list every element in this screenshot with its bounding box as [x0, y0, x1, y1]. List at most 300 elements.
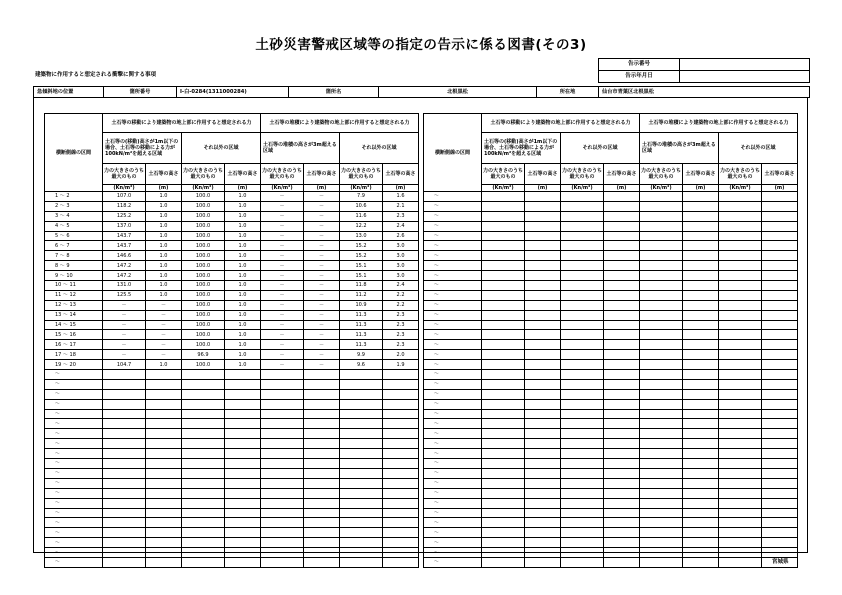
- value-cell: [561, 399, 604, 409]
- value-cell: [103, 538, 146, 548]
- value-cell: 7.9: [340, 192, 383, 202]
- value-cell: [719, 330, 762, 340]
- value-cell: 9.6: [340, 360, 383, 370]
- value-cell: [103, 548, 146, 558]
- value-cell: [561, 281, 604, 291]
- section-cell: 4 ～ 5: [45, 221, 103, 231]
- value-cell: [683, 251, 719, 261]
- value-cell: 10.9: [340, 300, 383, 310]
- value-cell: 1.0: [225, 231, 261, 241]
- value-cell: [561, 330, 604, 340]
- value-cell: 1.0: [225, 241, 261, 251]
- value-cell: [561, 221, 604, 231]
- value-cell: [340, 409, 383, 419]
- value-cell: [482, 508, 525, 518]
- table-row: [424, 508, 798, 518]
- section-cell: ～: [424, 261, 482, 271]
- value-cell: 1.0: [146, 241, 182, 251]
- section-header: 横断側線の区間: [424, 114, 482, 192]
- value-cell: [683, 548, 719, 558]
- value-cell: [604, 488, 640, 498]
- value-cell: [225, 419, 261, 429]
- height-header: 土石等の高さ: [225, 164, 261, 185]
- value-cell: 125.5: [103, 290, 146, 300]
- value-cell: 1.0: [225, 310, 261, 320]
- value-cell: [762, 271, 798, 281]
- movement-special-header: 土石等の(移動)高さが1m以下の場合、土石等の移動による力が100kN/m²を超える区域: [103, 133, 182, 164]
- value-cell: [261, 379, 304, 389]
- value-cell: [683, 310, 719, 320]
- value-cell: [719, 360, 762, 370]
- value-cell: －: [103, 320, 146, 330]
- value-cell: [225, 399, 261, 409]
- movement-group-header: 土石等の移動により建築物の地上部に作用すると想定される力: [482, 114, 640, 133]
- value-cell: [340, 518, 383, 528]
- value-cell: [146, 478, 182, 488]
- value-cell: [182, 409, 225, 419]
- value-cell: 2.3: [383, 211, 419, 221]
- value-cell: [146, 557, 182, 567]
- value-cell: 1.0: [146, 281, 182, 291]
- value-cell: [719, 548, 762, 558]
- value-cell: [261, 557, 304, 567]
- value-cell: 100.0: [182, 271, 225, 281]
- value-cell: [683, 290, 719, 300]
- value-cell: [640, 518, 683, 528]
- value-cell: 1.0: [225, 261, 261, 271]
- value-cell: [225, 439, 261, 449]
- height-header: 土石等の高さ: [304, 164, 340, 185]
- value-cell: [103, 370, 146, 380]
- value-cell: [762, 330, 798, 340]
- value-cell: [525, 508, 561, 518]
- height-header: 土石等の高さ: [683, 164, 719, 185]
- value-cell: [640, 320, 683, 330]
- value-cell: 2.0: [383, 350, 419, 360]
- value-cell: [762, 231, 798, 241]
- value-cell: [561, 449, 604, 459]
- value-cell: [683, 478, 719, 488]
- value-cell: [561, 231, 604, 241]
- value-cell: [719, 399, 762, 409]
- value-cell: [383, 459, 419, 469]
- value-cell: [719, 419, 762, 429]
- value-cell: [340, 399, 383, 409]
- value-cell: [762, 449, 798, 459]
- value-cell: [640, 399, 683, 409]
- value-cell: [340, 548, 383, 558]
- value-cell: 100.0: [182, 360, 225, 370]
- table-row: [45, 439, 419, 449]
- value-cell: [304, 439, 340, 449]
- section-cell: ～: [424, 192, 482, 202]
- table-row: [424, 300, 798, 310]
- unit-height-header: (m): [383, 185, 419, 192]
- value-cell: 15.2: [340, 241, 383, 251]
- value-cell: －: [304, 320, 340, 330]
- value-cell: [225, 488, 261, 498]
- value-cell: 100.0: [182, 330, 225, 340]
- section-cell: ～: [45, 557, 103, 567]
- section-cell: ～: [424, 300, 482, 310]
- value-cell: [146, 439, 182, 449]
- value-cell: 100.0: [182, 281, 225, 291]
- value-cell: －: [304, 271, 340, 281]
- header-row: [424, 114, 798, 133]
- value-cell: [525, 478, 561, 488]
- value-cell: －: [261, 330, 304, 340]
- value-cell: [762, 310, 798, 320]
- value-cell: [146, 468, 182, 478]
- value-cell: [683, 261, 719, 271]
- value-cell: [561, 290, 604, 300]
- table-row: [45, 468, 419, 478]
- value-cell: [683, 409, 719, 419]
- value-cell: [640, 508, 683, 518]
- value-cell: [182, 528, 225, 538]
- value-cell: [225, 518, 261, 528]
- value-cell: [340, 508, 383, 518]
- value-cell: [604, 241, 640, 251]
- value-cell: [182, 379, 225, 389]
- value-cell: [525, 449, 561, 459]
- value-cell: 143.7: [103, 241, 146, 251]
- section-cell: 15 ～ 16: [45, 330, 103, 340]
- value-cell: [261, 498, 304, 508]
- value-cell: [304, 409, 340, 419]
- value-cell: [561, 350, 604, 360]
- value-cell: [340, 379, 383, 389]
- value-cell: [103, 399, 146, 409]
- value-cell: [182, 518, 225, 528]
- table-row: [424, 468, 798, 478]
- value-cell: [304, 399, 340, 409]
- value-cell: [182, 370, 225, 380]
- value-cell: 1.0: [225, 290, 261, 300]
- value-cell: [640, 370, 683, 380]
- value-cell: [762, 528, 798, 538]
- value-cell: [525, 419, 561, 429]
- location-value: 仙台市青葉区北根黒松: [602, 89, 654, 95]
- value-cell: 2.6: [383, 231, 419, 241]
- value-cell: [182, 419, 225, 429]
- value-cell: 2.4: [383, 281, 419, 291]
- section-cell: 13 ～ 14: [45, 310, 103, 320]
- value-cell: －: [261, 241, 304, 251]
- table-row: [45, 340, 419, 350]
- value-cell: [225, 548, 261, 558]
- value-cell: －: [261, 271, 304, 281]
- value-cell: [383, 389, 419, 399]
- value-cell: [146, 488, 182, 498]
- value-cell: [103, 419, 146, 429]
- value-cell: [340, 468, 383, 478]
- value-cell: [604, 518, 640, 528]
- value-cell: [762, 211, 798, 221]
- table-row: [45, 231, 419, 241]
- section-cell: ～: [424, 360, 482, 370]
- value-cell: 100.0: [182, 300, 225, 310]
- value-cell: [304, 468, 340, 478]
- table-row: [45, 449, 419, 459]
- value-cell: [683, 508, 719, 518]
- value-cell: [683, 468, 719, 478]
- value-cell: [561, 468, 604, 478]
- value-cell: [482, 459, 525, 469]
- value-cell: [146, 379, 182, 389]
- value-cell: 3.0: [383, 241, 419, 251]
- value-cell: [525, 399, 561, 409]
- value-cell: [482, 439, 525, 449]
- value-cell: [604, 370, 640, 380]
- value-cell: [762, 281, 798, 291]
- value-cell: [640, 459, 683, 469]
- value-cell: [640, 528, 683, 538]
- value-cell: [604, 419, 640, 429]
- value-cell: [146, 459, 182, 469]
- value-cell: 1.0: [146, 192, 182, 202]
- section-cell: 14 ～ 15: [45, 320, 103, 330]
- value-cell: [762, 478, 798, 488]
- impact-table-right: [423, 113, 798, 568]
- value-cell: [719, 429, 762, 439]
- value-cell: [482, 409, 525, 419]
- value-cell: 1.0: [146, 271, 182, 281]
- value-cell: 147.2: [103, 261, 146, 271]
- unit-height-header: (m): [304, 185, 340, 192]
- value-cell: 15.1: [340, 261, 383, 271]
- max-force-header: 力の大きさのうち最大のもの: [561, 164, 604, 185]
- value-cell: [604, 409, 640, 419]
- value-cell: [340, 538, 383, 548]
- value-cell: [182, 508, 225, 518]
- value-cell: 1.0: [225, 271, 261, 281]
- value-cell: [383, 538, 419, 548]
- table-row: [45, 557, 419, 567]
- value-cell: 1.0: [225, 251, 261, 261]
- value-cell: [525, 201, 561, 211]
- value-cell: [719, 281, 762, 291]
- value-cell: [561, 429, 604, 439]
- section-cell: ～: [424, 409, 482, 419]
- value-cell: [103, 518, 146, 528]
- value-cell: [383, 518, 419, 528]
- value-cell: －: [261, 310, 304, 320]
- table-row: [45, 211, 419, 221]
- movement-other-header: それ以外の区域: [182, 133, 261, 164]
- value-cell: [640, 488, 683, 498]
- value-cell: 100.0: [182, 261, 225, 271]
- site-name-value: 北根黒松: [379, 87, 537, 97]
- value-cell: [561, 459, 604, 469]
- value-cell: [683, 498, 719, 508]
- value-cell: [719, 518, 762, 528]
- value-cell: [525, 409, 561, 419]
- value-cell: 11.6: [340, 211, 383, 221]
- value-cell: [561, 379, 604, 389]
- value-cell: [146, 508, 182, 518]
- value-cell: [304, 429, 340, 439]
- value-cell: [683, 399, 719, 409]
- table-row: [424, 389, 798, 399]
- table-row: [45, 508, 419, 518]
- value-cell: [304, 557, 340, 567]
- value-cell: [762, 221, 798, 231]
- value-cell: [182, 548, 225, 558]
- value-cell: [604, 548, 640, 558]
- value-cell: [561, 508, 604, 518]
- value-cell: [340, 389, 383, 399]
- value-cell: [261, 370, 304, 380]
- section-cell: ～: [424, 281, 482, 291]
- value-cell: [719, 528, 762, 538]
- table-row: [45, 379, 419, 389]
- value-cell: [340, 478, 383, 488]
- value-cell: 2.3: [383, 320, 419, 330]
- value-cell: [683, 419, 719, 429]
- value-cell: [146, 498, 182, 508]
- table-row: [424, 478, 798, 488]
- value-cell: [182, 488, 225, 498]
- table-row: [424, 518, 798, 528]
- value-cell: 1.0: [225, 281, 261, 291]
- value-cell: [225, 557, 261, 567]
- value-cell: 2.2: [383, 300, 419, 310]
- table-row: [424, 399, 798, 409]
- value-cell: [762, 192, 798, 202]
- value-cell: [304, 419, 340, 429]
- value-cell: [182, 399, 225, 409]
- unit-force-header: (Kn/m²): [561, 185, 604, 192]
- value-cell: [261, 488, 304, 498]
- value-cell: [683, 241, 719, 251]
- value-cell: 131.0: [103, 281, 146, 291]
- height-header: 土石等の高さ: [525, 164, 561, 185]
- value-cell: [525, 241, 561, 251]
- section-cell: ～: [45, 439, 103, 449]
- value-cell: [304, 498, 340, 508]
- table-row: [45, 488, 419, 498]
- value-cell: [604, 350, 640, 360]
- section-cell: ～: [424, 557, 482, 567]
- value-cell: 125.2: [103, 211, 146, 221]
- section-cell: ～: [424, 429, 482, 439]
- max-force-header: 力の大きさのうち最大のもの: [719, 164, 762, 185]
- section-cell: ～: [424, 330, 482, 340]
- table-row: [424, 350, 798, 360]
- value-cell: 1.0: [146, 360, 182, 370]
- value-cell: [604, 429, 640, 439]
- value-cell: [640, 360, 683, 370]
- height-header: 土石等の高さ: [604, 164, 640, 185]
- value-cell: －: [103, 310, 146, 320]
- value-cell: [561, 340, 604, 350]
- value-cell: [719, 449, 762, 459]
- value-cell: [261, 459, 304, 469]
- value-cell: [604, 439, 640, 449]
- table-row: [45, 478, 419, 488]
- value-cell: －: [304, 310, 340, 320]
- value-cell: [225, 538, 261, 548]
- table-row: [424, 241, 798, 251]
- table-row: [45, 300, 419, 310]
- value-cell: [561, 271, 604, 281]
- value-cell: －: [304, 340, 340, 350]
- value-cell: [719, 478, 762, 488]
- value-cell: [482, 370, 525, 380]
- unit-height-header: (m): [683, 185, 719, 192]
- section-cell: ～: [45, 449, 103, 459]
- value-cell: [340, 459, 383, 469]
- value-cell: －: [304, 211, 340, 221]
- value-cell: 3.0: [383, 261, 419, 271]
- value-cell: －: [261, 350, 304, 360]
- value-cell: [604, 498, 640, 508]
- value-cell: [561, 538, 604, 548]
- value-cell: [719, 290, 762, 300]
- value-cell: [719, 508, 762, 518]
- section-cell: ～: [424, 548, 482, 558]
- table-row: [424, 320, 798, 330]
- value-cell: [683, 231, 719, 241]
- value-cell: [225, 498, 261, 508]
- value-cell: [146, 518, 182, 528]
- deposit-other-header: それ以外の区域: [340, 133, 419, 164]
- section-cell: ～: [424, 310, 482, 320]
- value-cell: [383, 449, 419, 459]
- value-cell: [304, 538, 340, 548]
- value-cell: [383, 370, 419, 380]
- value-cell: [640, 201, 683, 211]
- value-cell: [604, 261, 640, 271]
- value-cell: 3.0: [383, 271, 419, 281]
- value-cell: 1.0: [146, 221, 182, 231]
- value-cell: [261, 419, 304, 429]
- value-cell: [340, 528, 383, 538]
- value-cell: [482, 528, 525, 538]
- value-cell: 15.1: [340, 271, 383, 281]
- value-cell: [762, 518, 798, 528]
- section-cell: ～: [45, 488, 103, 498]
- value-cell: [482, 548, 525, 558]
- section-cell: 7 ～ 8: [45, 251, 103, 261]
- value-cell: [683, 488, 719, 498]
- section-cell: ～: [424, 459, 482, 469]
- table-row: [45, 459, 419, 469]
- value-cell: [683, 340, 719, 350]
- value-cell: [525, 488, 561, 498]
- value-cell: [640, 271, 683, 281]
- value-cell: [683, 379, 719, 389]
- value-cell: [103, 409, 146, 419]
- table-row: [424, 271, 798, 281]
- section-cell: ～: [45, 478, 103, 488]
- value-cell: [340, 370, 383, 380]
- value-cell: [482, 271, 525, 281]
- section-cell: ～: [424, 478, 482, 488]
- table-row: [45, 429, 419, 439]
- value-cell: [604, 557, 640, 567]
- unit-force-header: (Kn/m²): [182, 185, 225, 192]
- deposit-special-header: 土石等の堆積の高さが3m超える区域: [640, 133, 719, 164]
- value-cell: [103, 488, 146, 498]
- value-cell: [683, 439, 719, 449]
- value-cell: [261, 399, 304, 409]
- section-cell: ～: [424, 251, 482, 261]
- value-cell: 2.3: [383, 340, 419, 350]
- section-cell: 16 ～ 17: [45, 340, 103, 350]
- value-cell: [561, 310, 604, 320]
